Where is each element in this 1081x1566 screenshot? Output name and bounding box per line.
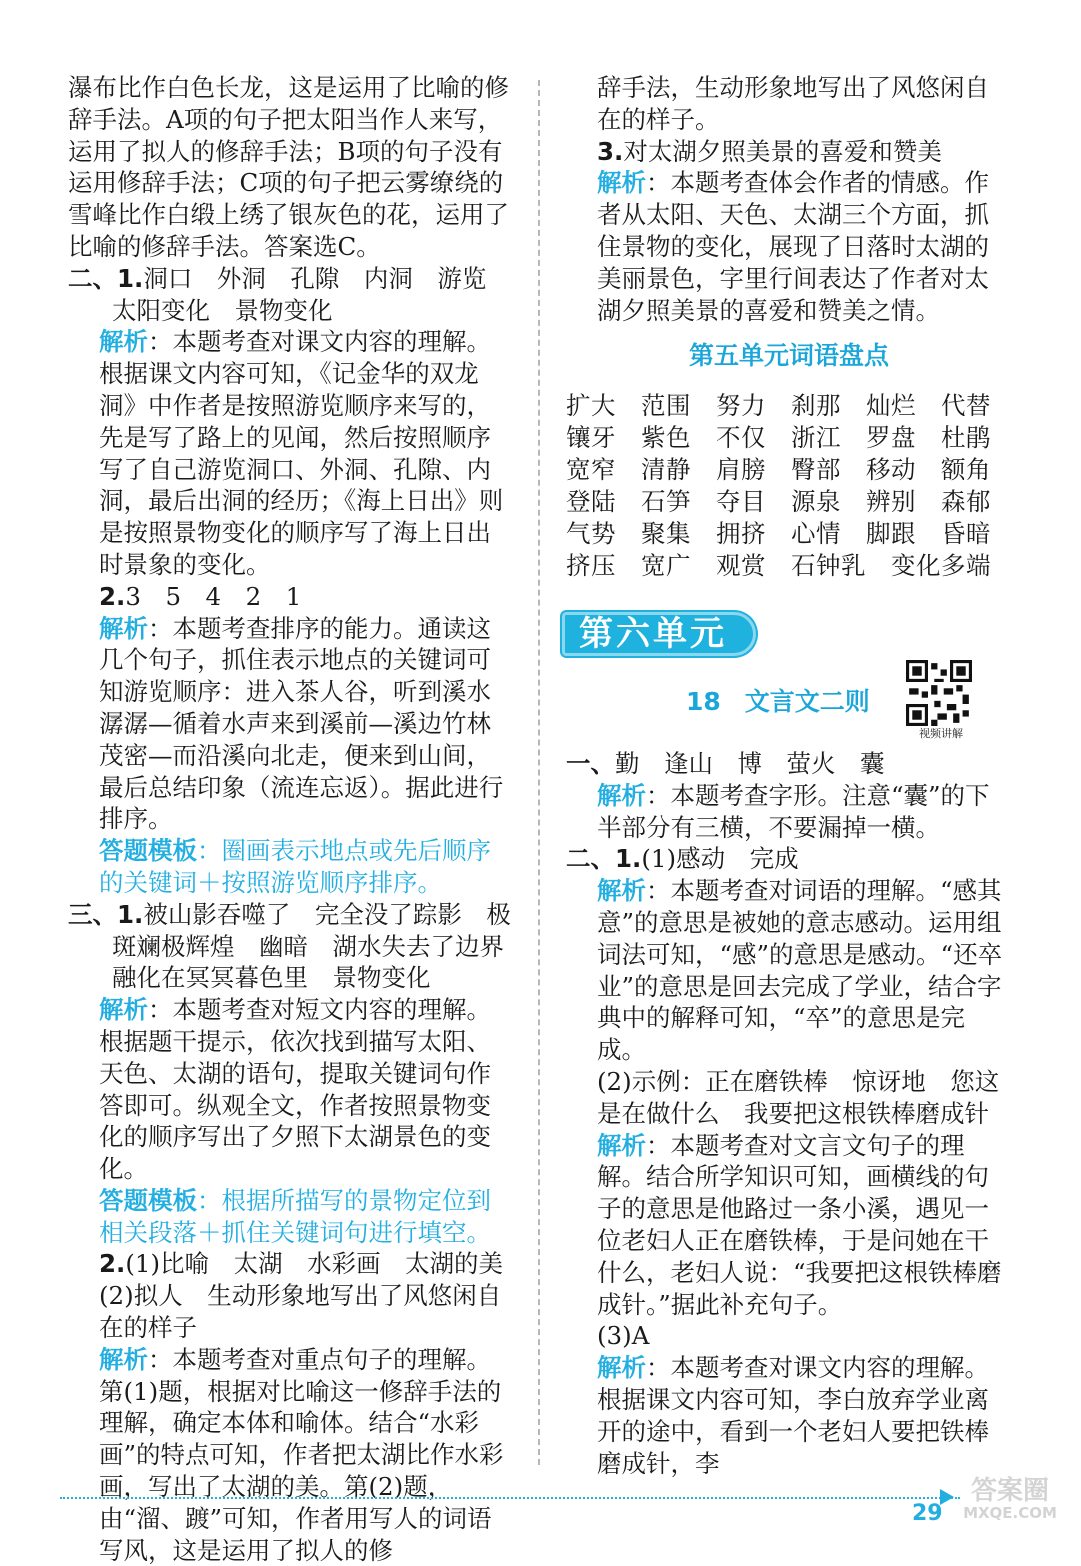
analysis [566, 1130, 1012, 1321]
q3 [566, 136, 1012, 168]
watermark [960, 1478, 1060, 1530]
analysis-tag: 解析 [99, 1344, 148, 1374]
section-prefix: 二、 [566, 844, 615, 874]
analysis-text: ：本题考查对文言文句子的理解。结合所学知识可知，画横线的句子的意思是他路过一条小溪，遇见一位老妇人正在磨铁棒，于是问她在干什么，老妇人说：“我要把这根铁棒磨成针。”据此补充句子。 [597, 1130, 1002, 1319]
unit5-vocab-title: 第五单元词语盘点 [688, 341, 889, 371]
analysis-text: ：本题考查体会作者的情感。作者从太阳、天色、太湖三个方面，抓住景物的变化，展现了日落时太湖的美丽景色，字里行间表达了作者对太湖夕照美景的喜爱和赞美之情。 [597, 168, 989, 325]
qr-caption: 视频讲解 [919, 726, 963, 740]
column-divider [538, 80, 540, 1465]
template-tag: 答题模板 [99, 1185, 197, 1215]
analysis-tag: 解析 [99, 995, 148, 1025]
section-3-q1 [68, 899, 529, 994]
section-prefix: 三、 [68, 899, 117, 929]
question-number: 1. [117, 899, 144, 929]
answer: (1)感动 完成 [641, 844, 799, 874]
section-2-q2 [68, 581, 513, 613]
template-text: ：根据所描写的景物定位到相关段落＋抓住关键词句进行填空。 [99, 1185, 491, 1247]
paragraph: 瀑布比作白色长龙，这是运用了比喻的修辞手法。A项的句子把太阳当作人来写，运用了拟人的修辞手法；B项的句子没有运用修辞手法；C项的句子把云雾缭绕的雪峰比作白缎上绣了银灰色的花，运用了比喻的修辞手法。答案选C。 [68, 73, 509, 261]
analysis-text: ：本题考查对课文内容的理解。根据课文内容可知，《记金华的双龙洞》中作者是按照游览顺序来写的，先是写了路上的见闻，然后按照顺序写了自己游览洞口、外洞、孔隙、内洞，最后出洞的经历；《海上日出》则是按照景物变化的顺序写了海上日出时景象的变化。 [99, 327, 504, 579]
analysis [68, 613, 513, 836]
analysis-text: ：本题考查排序的能力。通读这几个句子，抓住表示地点的关键词可知游览顺序：进入茶人谷，听到溪水潺潺—循着水声来到溪前—溪边竹林茂密—而沿溪向北走，便来到山间，最后总结印象（流连忘返）。据此进行排序。 [99, 613, 504, 834]
unit6-banner: 第六单元 [562, 612, 756, 656]
analysis [68, 994, 513, 1185]
analysis [68, 326, 513, 580]
lesson-title [686, 686, 870, 718]
page-number: 29 [912, 1501, 943, 1526]
analysis-text: ：本题考查对词语的理解。“感其意”的意思是被她的意志感动。运用组词法可知，“感”的意思是感动。“还卒业”的意思是回去完成了学业，结合字典中的解释可知，“卒”的意思是完成。 [597, 876, 1003, 1065]
answer: 3 5 4 2 1 [125, 581, 302, 611]
section-prefix: 二、 [68, 263, 117, 293]
watermark-url: MXQE.COM [963, 1504, 1057, 1522]
answer: 洞口 外洞 孔隙 内洞 游览 太阳变化 景物变化 [112, 263, 511, 325]
answer: 勤 逢山 博 萤火 囊 [615, 748, 885, 778]
section-3-q2 [68, 1248, 513, 1280]
unit5-word-list: 扩大 范围 努力 刹那 灿烂 代替 镶牙 紫色 不仅 浙江 罗盘 杜鹃 宽窄 清静 肩膀 臀部 移动 额角 登陆 石笋 夺目 源泉 辨别 森郁 气势 聚集 拥挤 心情 脚跟 昏暗 挤压 宽广 观赏 石钟乳 变化多端 [566, 391, 1016, 581]
analysis-tag: 解析 [597, 780, 646, 810]
analysis-text: ：本题考查对课文内容的理解。根据课文内容可知，李白放弃学业离开的途中，看到一个老妇人要把铁棒磨成针，李 [597, 1353, 989, 1478]
answer-template [68, 835, 513, 899]
answer: (2)拟人 生动形象地写出了风悠闲自在的样子 [99, 1281, 502, 1343]
lesson-name: 文言文二则 [744, 686, 870, 716]
question-number: 1. [615, 844, 642, 874]
paragraph: 辞手法，生动形象地写出了风悠闲自在的样子。 [597, 73, 989, 134]
left-column [68, 72, 529, 1566]
section-2-q1 [566, 843, 1012, 875]
right-column [566, 72, 1016, 1479]
analysis [566, 1352, 1012, 1479]
answer: (1)比喻 太湖 水彩画 太湖的美 [125, 1249, 504, 1279]
section-1 [566, 748, 1012, 780]
answer-template [68, 1185, 513, 1249]
question-number: 2. [99, 581, 126, 611]
analysis-text: ：本题考查对短文内容的理解。根据题干提示，依次找到描写太阳、天色、太湖的语句，提取关键词句作答即可。纵观全文，作者按照景物变化的顺序写出了夕照下太湖景色的变化。 [99, 995, 491, 1184]
question-number: 3. [597, 136, 624, 166]
answer: 对太湖夕照美景的喜爱和赞美 [623, 136, 942, 166]
template-text: ：圈画表示地点或先后顺序的关键词＋按照游览顺序排序。 [99, 836, 491, 897]
question-number: 1. [117, 263, 144, 293]
answer: 被山影吞噬了 完全没了踪影 极斑斓极辉煌 幽暗 湖水失去了边界 融化在冥冥暮色里 景物变化 [112, 899, 529, 993]
analysis-tag: 解析 [597, 168, 646, 198]
watermark-text: 答案圈 [970, 1476, 1049, 1506]
analysis [68, 1344, 513, 1566]
analysis-tag: 解析 [99, 327, 148, 357]
analysis-tag: 解析 [597, 1353, 646, 1383]
section-prefix: 一、 [566, 748, 615, 778]
lesson-header [566, 656, 1012, 748]
analysis [566, 167, 1012, 326]
analysis [566, 875, 1012, 1066]
answer: (3)A [597, 1321, 650, 1351]
analysis-text: ：本题考查字形。注意“囊”的下半部分有三横，不要漏掉一横。 [597, 780, 990, 842]
lesson-number: 18 [686, 686, 721, 716]
footer-rule [60, 1497, 960, 1499]
template-tag: 答题模板 [99, 836, 197, 866]
analysis-tag: 解析 [597, 876, 646, 906]
section-2-q1 [68, 263, 513, 327]
analysis-tag: 解析 [99, 613, 148, 643]
analysis [566, 780, 1012, 844]
qr-code-icon[interactable] [906, 660, 972, 726]
analysis-text: ：本题考查对重点句子的理解。第(1)题，根据对比喻这一修辞手法的理解，确定本体和喻体。结合“水彩画”的特点可知，作者把太湖比作水彩画，写出了太湖的美。第(2)题，由“溜、踱”可知，作者用写人的词语写风，这是运用了拟人的修 [99, 1344, 504, 1565]
question-number: 2. [99, 1249, 126, 1279]
analysis-tag: 解析 [597, 1130, 646, 1160]
answer: (2)示例：正在磨铁棒 惊讶地 您这是在做什么 我要把这根铁棒磨成针 [597, 1066, 1000, 1128]
